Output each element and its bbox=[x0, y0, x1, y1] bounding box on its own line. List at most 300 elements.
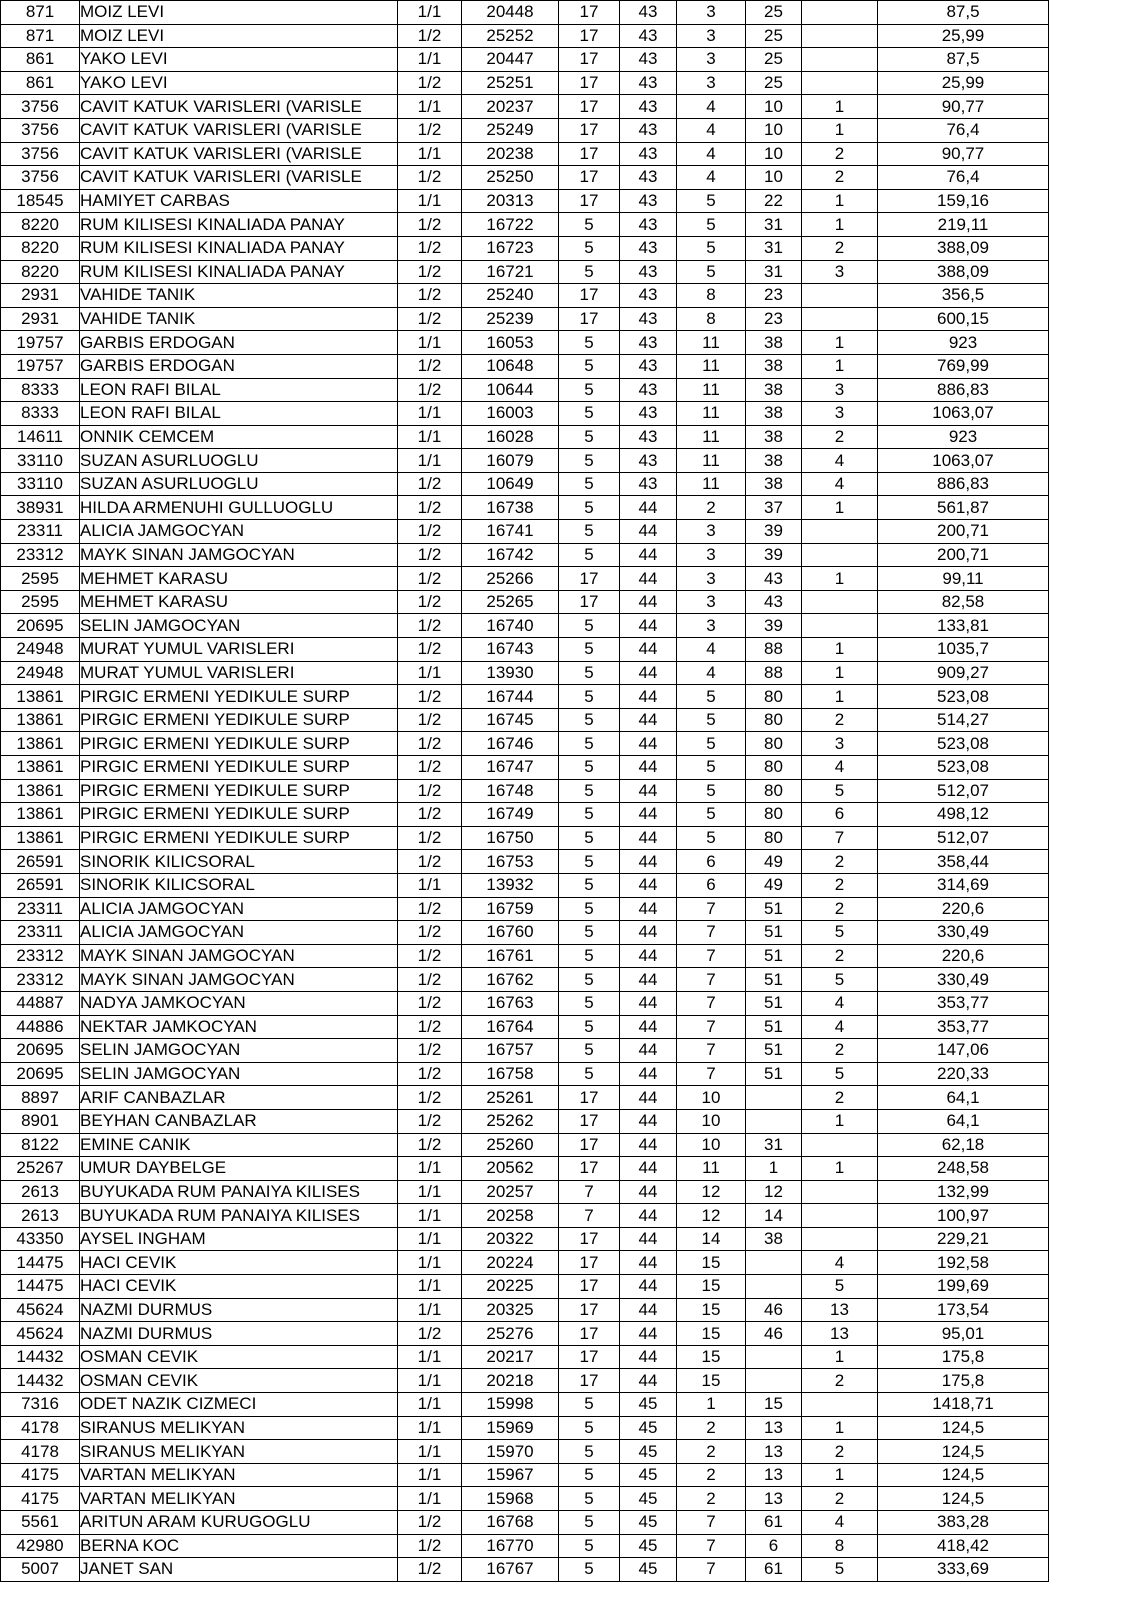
owner-name-cell: SINORIK KILICSORAL bbox=[80, 873, 398, 897]
col8-cell: 38 bbox=[746, 472, 802, 496]
col6-cell: 43 bbox=[620, 166, 677, 190]
col8-cell: 15 bbox=[746, 1393, 802, 1417]
col7-cell: 15 bbox=[677, 1345, 746, 1369]
record-no-cell: 20224 bbox=[462, 1251, 559, 1275]
share-cell: 1/2 bbox=[398, 118, 462, 142]
table-row bbox=[1, 142, 1049, 166]
record-no-cell: 20448 bbox=[462, 1, 559, 25]
owner-name-cell: ODET NAZIK CIZMECI bbox=[80, 1393, 398, 1417]
table-row bbox=[1, 897, 1049, 921]
owner-name-cell: PIRGIC ERMENI YEDIKULE SURP bbox=[80, 732, 398, 756]
share-cell: 1/2 bbox=[398, 991, 462, 1015]
col6-cell: 44 bbox=[620, 921, 677, 945]
col9-cell: 3 bbox=[802, 402, 878, 426]
amount-cell: 175,8 bbox=[878, 1369, 1049, 1393]
table-row bbox=[1, 1369, 1049, 1393]
col8-cell: 46 bbox=[746, 1298, 802, 1322]
record-no-cell: 20225 bbox=[462, 1275, 559, 1299]
col7-cell: 3 bbox=[677, 48, 746, 72]
col5-cell: 17 bbox=[559, 590, 620, 614]
col6-cell: 43 bbox=[620, 425, 677, 449]
col9-cell: 8 bbox=[802, 1534, 878, 1558]
col9-cell: 3 bbox=[802, 378, 878, 402]
col7-cell: 15 bbox=[677, 1298, 746, 1322]
owner-name-cell: OSMAN CEVIK bbox=[80, 1369, 398, 1393]
owner-name-cell: SUZAN ASURLUOGLU bbox=[80, 472, 398, 496]
share-cell: 1/2 bbox=[398, 1062, 462, 1086]
owner-id-cell: 3756 bbox=[1, 142, 80, 166]
amount-cell: 76,4 bbox=[878, 118, 1049, 142]
share-cell: 1/2 bbox=[398, 1109, 462, 1133]
col6-cell: 44 bbox=[620, 1369, 677, 1393]
owner-id-cell: 2613 bbox=[1, 1204, 80, 1228]
col6-cell: 44 bbox=[620, 1015, 677, 1039]
share-cell: 1/2 bbox=[398, 354, 462, 378]
record-no-cell: 16740 bbox=[462, 614, 559, 638]
owner-id-cell: 44887 bbox=[1, 991, 80, 1015]
share-cell: 1/2 bbox=[398, 1086, 462, 1110]
owner-name-cell: SUZAN ASURLUOGLU bbox=[80, 449, 398, 473]
col7-cell: 11 bbox=[677, 402, 746, 426]
col6-cell: 44 bbox=[620, 803, 677, 827]
col8-cell: 51 bbox=[746, 1062, 802, 1086]
col9-cell bbox=[802, 71, 878, 95]
share-cell: 1/2 bbox=[398, 685, 462, 709]
col6-cell: 45 bbox=[620, 1393, 677, 1417]
amount-cell: 159,16 bbox=[878, 189, 1049, 213]
col9-cell bbox=[802, 520, 878, 544]
owner-name-cell: SELIN JAMGOCYAN bbox=[80, 614, 398, 638]
owner-name-cell: PIRGIC ERMENI YEDIKULE SURP bbox=[80, 708, 398, 732]
col5-cell: 5 bbox=[559, 1015, 620, 1039]
col5-cell: 5 bbox=[559, 236, 620, 260]
col9-cell bbox=[802, 1204, 878, 1228]
col6-cell: 44 bbox=[620, 1133, 677, 1157]
amount-cell: 512,07 bbox=[878, 826, 1049, 850]
col6-cell: 43 bbox=[620, 1, 677, 25]
amount-cell: 923 bbox=[878, 331, 1049, 355]
col7-cell: 11 bbox=[677, 425, 746, 449]
owner-name-cell: MOIZ LEVI bbox=[80, 24, 398, 48]
amount-cell: 124,5 bbox=[878, 1416, 1049, 1440]
owner-id-cell: 8901 bbox=[1, 1109, 80, 1133]
table-row bbox=[1, 1558, 1049, 1582]
record-no-cell: 25266 bbox=[462, 567, 559, 591]
owner-id-cell: 13861 bbox=[1, 685, 80, 709]
owner-name-cell: VARTAN MELIKYAN bbox=[80, 1463, 398, 1487]
col6-cell: 44 bbox=[620, 567, 677, 591]
record-no-cell: 10649 bbox=[462, 472, 559, 496]
owner-id-cell: 14432 bbox=[1, 1345, 80, 1369]
col8-cell: 23 bbox=[746, 307, 802, 331]
col5-cell: 17 bbox=[559, 567, 620, 591]
table-row bbox=[1, 378, 1049, 402]
share-cell: 1/2 bbox=[398, 1322, 462, 1346]
col6-cell: 43 bbox=[620, 472, 677, 496]
table-row bbox=[1, 850, 1049, 874]
owner-id-cell: 2931 bbox=[1, 307, 80, 331]
record-no-cell: 25276 bbox=[462, 1322, 559, 1346]
amount-cell: 886,83 bbox=[878, 378, 1049, 402]
col6-cell: 43 bbox=[620, 71, 677, 95]
share-cell: 1/2 bbox=[398, 826, 462, 850]
share-cell: 1/2 bbox=[398, 496, 462, 520]
col5-cell: 17 bbox=[559, 1157, 620, 1181]
table-row bbox=[1, 1275, 1049, 1299]
record-no-cell: 20238 bbox=[462, 142, 559, 166]
col6-cell: 44 bbox=[620, 1204, 677, 1228]
col6-cell: 43 bbox=[620, 284, 677, 308]
record-no-cell: 16742 bbox=[462, 543, 559, 567]
col7-cell: 5 bbox=[677, 732, 746, 756]
record-no-cell: 13930 bbox=[462, 661, 559, 685]
amount-cell: 132,99 bbox=[878, 1180, 1049, 1204]
col6-cell: 43 bbox=[620, 449, 677, 473]
col9-cell: 5 bbox=[802, 921, 878, 945]
table-row bbox=[1, 991, 1049, 1015]
amount-cell: 62,18 bbox=[878, 1133, 1049, 1157]
share-cell: 1/2 bbox=[398, 1039, 462, 1063]
col6-cell: 43 bbox=[620, 213, 677, 237]
share-cell: 1/1 bbox=[398, 1157, 462, 1181]
col5-cell: 5 bbox=[559, 402, 620, 426]
col7-cell: 8 bbox=[677, 284, 746, 308]
col9-cell: 13 bbox=[802, 1298, 878, 1322]
owner-id-cell: 14432 bbox=[1, 1369, 80, 1393]
table-row bbox=[1, 520, 1049, 544]
amount-cell: 199,69 bbox=[878, 1275, 1049, 1299]
record-no-cell: 25240 bbox=[462, 284, 559, 308]
record-no-cell: 16721 bbox=[462, 260, 559, 284]
share-cell: 1/1 bbox=[398, 189, 462, 213]
amount-cell: 200,71 bbox=[878, 543, 1049, 567]
share-cell: 1/1 bbox=[398, 1204, 462, 1228]
table-row bbox=[1, 284, 1049, 308]
col9-cell: 1 bbox=[802, 118, 878, 142]
table-row bbox=[1, 1251, 1049, 1275]
amount-cell: 124,5 bbox=[878, 1440, 1049, 1464]
col5-cell: 17 bbox=[559, 1251, 620, 1275]
col9-cell bbox=[802, 1, 878, 25]
owner-id-cell: 4175 bbox=[1, 1487, 80, 1511]
amount-cell: 220,33 bbox=[878, 1062, 1049, 1086]
share-cell: 1/1 bbox=[398, 873, 462, 897]
record-no-cell: 16723 bbox=[462, 236, 559, 260]
owner-name-cell: MAYK SINAN JAMGOCYAN bbox=[80, 944, 398, 968]
col9-cell: 1 bbox=[802, 354, 878, 378]
col9-cell bbox=[802, 590, 878, 614]
col5-cell: 5 bbox=[559, 850, 620, 874]
owner-id-cell: 20695 bbox=[1, 1062, 80, 1086]
col8-cell: 25 bbox=[746, 1, 802, 25]
col8-cell: 31 bbox=[746, 1133, 802, 1157]
table-row bbox=[1, 402, 1049, 426]
share-cell: 1/1 bbox=[398, 95, 462, 119]
owner-id-cell: 8220 bbox=[1, 260, 80, 284]
owner-id-cell: 24948 bbox=[1, 661, 80, 685]
amount-cell: 124,5 bbox=[878, 1487, 1049, 1511]
col7-cell: 4 bbox=[677, 142, 746, 166]
col9-cell: 2 bbox=[802, 236, 878, 260]
record-no-cell: 25250 bbox=[462, 166, 559, 190]
record-no-cell: 15998 bbox=[462, 1393, 559, 1417]
record-no-cell: 25261 bbox=[462, 1086, 559, 1110]
col7-cell: 7 bbox=[677, 991, 746, 1015]
col6-cell: 44 bbox=[620, 520, 677, 544]
col8-cell: 13 bbox=[746, 1463, 802, 1487]
record-no-cell: 25260 bbox=[462, 1133, 559, 1157]
col8-cell: 39 bbox=[746, 520, 802, 544]
col6-cell: 44 bbox=[620, 850, 677, 874]
col5-cell: 17 bbox=[559, 1369, 620, 1393]
col9-cell: 2 bbox=[802, 1487, 878, 1511]
col8-cell: 38 bbox=[746, 354, 802, 378]
share-cell: 1/2 bbox=[398, 24, 462, 48]
record-no-cell: 16079 bbox=[462, 449, 559, 473]
col8-cell: 80 bbox=[746, 708, 802, 732]
table-row bbox=[1, 756, 1049, 780]
owner-name-cell: SIRANUS MELIKYAN bbox=[80, 1440, 398, 1464]
col7-cell: 11 bbox=[677, 354, 746, 378]
col7-cell: 5 bbox=[677, 756, 746, 780]
share-cell: 1/1 bbox=[398, 1487, 462, 1511]
col6-cell: 44 bbox=[620, 1345, 677, 1369]
col5-cell: 5 bbox=[559, 897, 620, 921]
col6-cell: 45 bbox=[620, 1463, 677, 1487]
col5-cell: 17 bbox=[559, 1275, 620, 1299]
share-cell: 1/2 bbox=[398, 732, 462, 756]
amount-cell: 498,12 bbox=[878, 803, 1049, 827]
table-row bbox=[1, 1534, 1049, 1558]
col5-cell: 17 bbox=[559, 1227, 620, 1251]
col8-cell: 25 bbox=[746, 71, 802, 95]
amount-cell: 358,44 bbox=[878, 850, 1049, 874]
col8-cell: 88 bbox=[746, 661, 802, 685]
col5-cell: 5 bbox=[559, 425, 620, 449]
col9-cell: 1 bbox=[802, 213, 878, 237]
owner-name-cell: PIRGIC ERMENI YEDIKULE SURP bbox=[80, 685, 398, 709]
col9-cell: 1 bbox=[802, 661, 878, 685]
col7-cell: 3 bbox=[677, 24, 746, 48]
share-cell: 1/2 bbox=[398, 213, 462, 237]
owner-id-cell: 2613 bbox=[1, 1180, 80, 1204]
owner-name-cell: NADYA JAMKOCYAN bbox=[80, 991, 398, 1015]
amount-cell: 220,6 bbox=[878, 897, 1049, 921]
owner-name-cell: PIRGIC ERMENI YEDIKULE SURP bbox=[80, 826, 398, 850]
col8-cell: 38 bbox=[746, 402, 802, 426]
owner-name-cell: NAZMI DURMUS bbox=[80, 1298, 398, 1322]
col6-cell: 44 bbox=[620, 779, 677, 803]
owner-name-cell: VAHIDE TANIK bbox=[80, 307, 398, 331]
table-row bbox=[1, 307, 1049, 331]
record-no-cell: 16746 bbox=[462, 732, 559, 756]
amount-cell: 314,69 bbox=[878, 873, 1049, 897]
share-cell: 1/1 bbox=[398, 1275, 462, 1299]
col9-cell: 4 bbox=[802, 449, 878, 473]
table-row bbox=[1, 567, 1049, 591]
col8-cell: 61 bbox=[746, 1511, 802, 1535]
col7-cell: 15 bbox=[677, 1369, 746, 1393]
owner-name-cell: VAHIDE TANIK bbox=[80, 284, 398, 308]
table-row bbox=[1, 496, 1049, 520]
col6-cell: 44 bbox=[620, 732, 677, 756]
table-row bbox=[1, 1180, 1049, 1204]
owner-id-cell: 871 bbox=[1, 24, 80, 48]
owner-id-cell: 4175 bbox=[1, 1463, 80, 1487]
col8-cell bbox=[746, 1251, 802, 1275]
record-no-cell: 16749 bbox=[462, 803, 559, 827]
owner-name-cell: MEHMET KARASU bbox=[80, 590, 398, 614]
col8-cell: 88 bbox=[746, 638, 802, 662]
col9-cell bbox=[802, 543, 878, 567]
record-no-cell: 16759 bbox=[462, 897, 559, 921]
col6-cell: 44 bbox=[620, 1322, 677, 1346]
col7-cell: 5 bbox=[677, 236, 746, 260]
col7-cell: 5 bbox=[677, 189, 746, 213]
col7-cell: 7 bbox=[677, 1015, 746, 1039]
owner-id-cell: 3756 bbox=[1, 118, 80, 142]
owner-name-cell: RUM KILISESI KINALIADA PANAY bbox=[80, 236, 398, 260]
share-cell: 1/2 bbox=[398, 1558, 462, 1582]
col5-cell: 5 bbox=[559, 472, 620, 496]
table-row bbox=[1, 449, 1049, 473]
share-cell: 1/1 bbox=[398, 48, 462, 72]
record-no-cell: 25251 bbox=[462, 71, 559, 95]
owner-id-cell: 14611 bbox=[1, 425, 80, 449]
amount-cell: 100,97 bbox=[878, 1204, 1049, 1228]
col7-cell: 7 bbox=[677, 1534, 746, 1558]
amount-cell: 82,58 bbox=[878, 590, 1049, 614]
col7-cell: 4 bbox=[677, 638, 746, 662]
amount-cell: 418,42 bbox=[878, 1534, 1049, 1558]
owner-id-cell: 20695 bbox=[1, 1039, 80, 1063]
col7-cell: 4 bbox=[677, 95, 746, 119]
col5-cell: 5 bbox=[559, 1393, 620, 1417]
record-no-cell: 25252 bbox=[462, 24, 559, 48]
col5-cell: 5 bbox=[559, 213, 620, 237]
table-row bbox=[1, 331, 1049, 355]
owner-id-cell: 45624 bbox=[1, 1322, 80, 1346]
owner-id-cell: 33110 bbox=[1, 472, 80, 496]
col7-cell: 4 bbox=[677, 166, 746, 190]
owner-name-cell: RUM KILISESI KINALIADA PANAY bbox=[80, 260, 398, 284]
col7-cell: 2 bbox=[677, 1416, 746, 1440]
owner-name-cell: CAVIT KATUK VARISLERI (VARISLE bbox=[80, 118, 398, 142]
share-cell: 1/2 bbox=[398, 567, 462, 591]
col5-cell: 17 bbox=[559, 95, 620, 119]
record-no-cell: 16738 bbox=[462, 496, 559, 520]
col9-cell: 1 bbox=[802, 496, 878, 520]
col9-cell: 2 bbox=[802, 1369, 878, 1393]
col6-cell: 43 bbox=[620, 378, 677, 402]
col6-cell: 44 bbox=[620, 543, 677, 567]
table-row bbox=[1, 1416, 1049, 1440]
col9-cell: 5 bbox=[802, 1558, 878, 1582]
col9-cell bbox=[802, 1227, 878, 1251]
col6-cell: 44 bbox=[620, 1157, 677, 1181]
col6-cell: 44 bbox=[620, 756, 677, 780]
record-no-cell: 20322 bbox=[462, 1227, 559, 1251]
record-no-cell: 16003 bbox=[462, 402, 559, 426]
col7-cell: 5 bbox=[677, 779, 746, 803]
owner-id-cell: 2931 bbox=[1, 284, 80, 308]
col7-cell: 7 bbox=[677, 944, 746, 968]
col8-cell: 22 bbox=[746, 189, 802, 213]
col5-cell: 17 bbox=[559, 307, 620, 331]
col6-cell: 43 bbox=[620, 95, 677, 119]
owner-id-cell: 8122 bbox=[1, 1133, 80, 1157]
col5-cell: 7 bbox=[559, 1180, 620, 1204]
share-cell: 1/1 bbox=[398, 1463, 462, 1487]
share-cell: 1/2 bbox=[398, 260, 462, 284]
col6-cell: 44 bbox=[620, 1275, 677, 1299]
amount-cell: 25,99 bbox=[878, 71, 1049, 95]
col9-cell: 5 bbox=[802, 968, 878, 992]
amount-cell: 523,08 bbox=[878, 756, 1049, 780]
record-no-cell: 20313 bbox=[462, 189, 559, 213]
col5-cell: 17 bbox=[559, 189, 620, 213]
col9-cell: 5 bbox=[802, 779, 878, 803]
share-cell: 1/1 bbox=[398, 1227, 462, 1251]
amount-cell: 1063,07 bbox=[878, 402, 1049, 426]
col5-cell: 7 bbox=[559, 1204, 620, 1228]
amount-cell: 330,49 bbox=[878, 968, 1049, 992]
amount-cell: 192,58 bbox=[878, 1251, 1049, 1275]
amount-cell: 99,11 bbox=[878, 567, 1049, 591]
col8-cell: 13 bbox=[746, 1487, 802, 1511]
owner-id-cell: 4178 bbox=[1, 1440, 80, 1464]
col6-cell: 43 bbox=[620, 118, 677, 142]
col5-cell: 5 bbox=[559, 661, 620, 685]
col6-cell: 43 bbox=[620, 189, 677, 213]
col5-cell: 5 bbox=[559, 354, 620, 378]
share-cell: 1/2 bbox=[398, 543, 462, 567]
amount-cell: 173,54 bbox=[878, 1298, 1049, 1322]
owner-id-cell: 8220 bbox=[1, 236, 80, 260]
owner-name-cell: SIRANUS MELIKYAN bbox=[80, 1416, 398, 1440]
col9-cell: 7 bbox=[802, 826, 878, 850]
table-body bbox=[1, 1, 1049, 1582]
record-no-cell: 16764 bbox=[462, 1015, 559, 1039]
owner-id-cell: 871 bbox=[1, 1, 80, 25]
col7-cell: 11 bbox=[677, 449, 746, 473]
col7-cell: 5 bbox=[677, 260, 746, 284]
col5-cell: 17 bbox=[559, 1109, 620, 1133]
col6-cell: 44 bbox=[620, 873, 677, 897]
record-no-cell: 25262 bbox=[462, 1109, 559, 1133]
owner-name-cell: VARTAN MELIKYAN bbox=[80, 1487, 398, 1511]
col5-cell: 5 bbox=[559, 1534, 620, 1558]
col7-cell: 4 bbox=[677, 661, 746, 685]
record-no-cell: 16747 bbox=[462, 756, 559, 780]
owner-name-cell: PIRGIC ERMENI YEDIKULE SURP bbox=[80, 803, 398, 827]
amount-cell: 600,15 bbox=[878, 307, 1049, 331]
col7-cell: 3 bbox=[677, 71, 746, 95]
col6-cell: 44 bbox=[620, 826, 677, 850]
col9-cell: 6 bbox=[802, 803, 878, 827]
amount-cell: 87,5 bbox=[878, 48, 1049, 72]
col9-cell: 2 bbox=[802, 166, 878, 190]
col6-cell: 43 bbox=[620, 354, 677, 378]
record-no-cell: 16763 bbox=[462, 991, 559, 1015]
col8-cell bbox=[746, 1086, 802, 1110]
share-cell: 1/2 bbox=[398, 166, 462, 190]
col9-cell bbox=[802, 1133, 878, 1157]
col6-cell: 44 bbox=[620, 590, 677, 614]
col6-cell: 45 bbox=[620, 1534, 677, 1558]
col5-cell: 17 bbox=[559, 166, 620, 190]
share-cell: 1/2 bbox=[398, 307, 462, 331]
